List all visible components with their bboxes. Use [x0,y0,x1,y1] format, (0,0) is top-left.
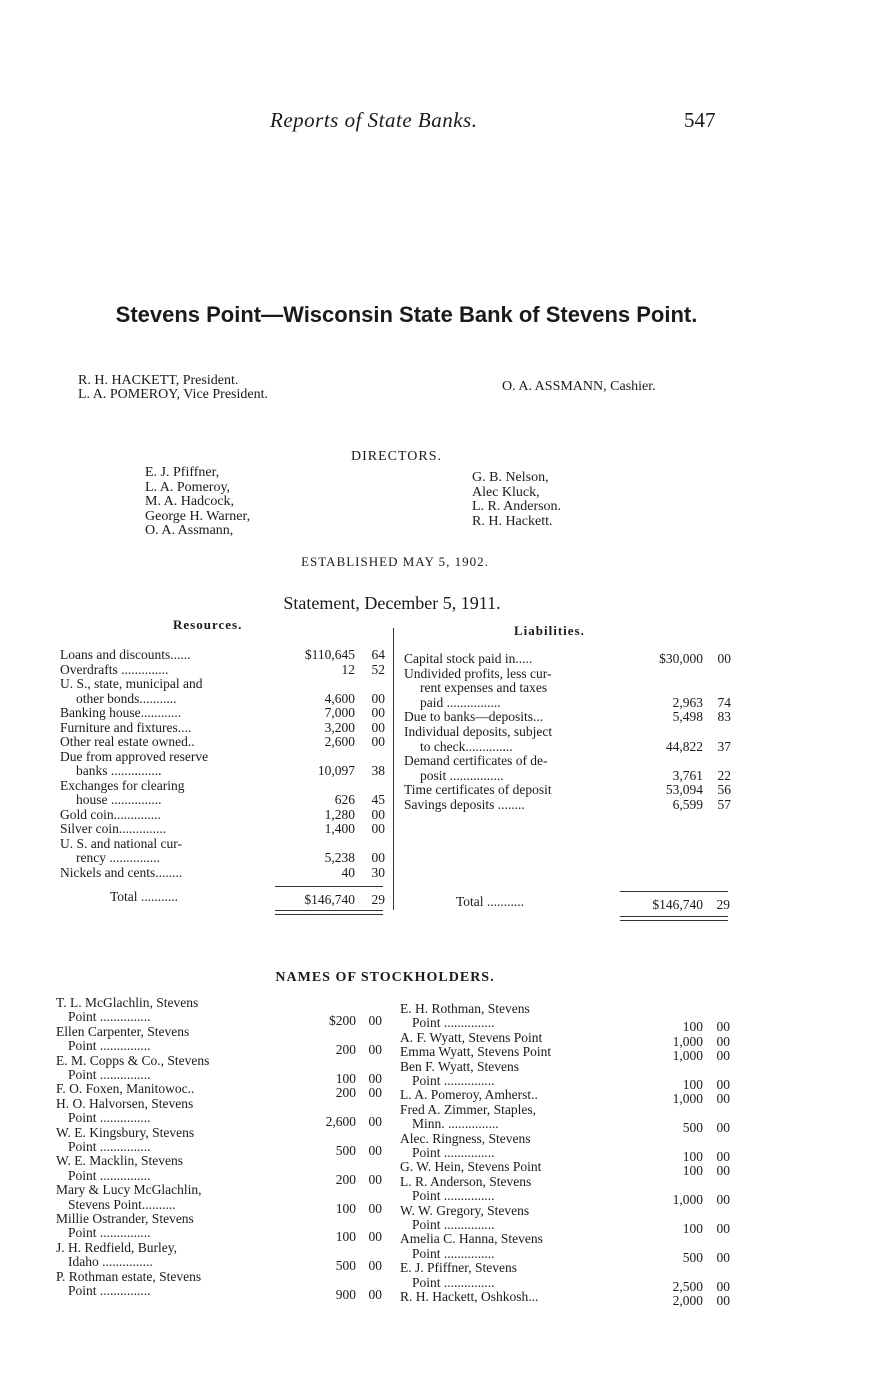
stockholder-name: W. W. Gregory, Stevens [400,1202,530,1218]
table-row-dollars: 3,761 [672,767,703,783]
stockholder-amount-cents: 00 [716,1249,730,1265]
table-row-label: Demand certificates of de- [404,753,548,769]
stockholder-name: E. H. Rothman, Stevens [400,1001,530,1016]
stockholder-amount-dollars: 100 [335,1229,356,1245]
table-row-label: other bonds........... [76,690,177,706]
table-row-label: rent expenses and taxes [420,680,548,696]
column-divider [393,628,394,910]
stockholder-amount-cents: 00 [716,1221,730,1236]
stockholder-amount-cents: 00 [368,1085,382,1101]
table-row-dollars: 10,097 [317,763,355,778]
stockholder-name: Point ............... [68,1009,151,1025]
table-row-cents: 00 [371,850,385,865]
stockholder-amount-dollars: 2,000 [672,1293,703,1308]
table-row-cents: 00 [371,705,385,720]
stockholder-name: Point ............... [412,1145,495,1160]
stockholder-amount-dollars: 500 [335,1143,356,1158]
stockholder-amount-dollars: 1,000 [672,1048,703,1064]
table-row-cents: 37 [717,738,731,754]
table-row-label: U. S. and national cur- [60,835,182,851]
resources-total-rule [275,886,383,887]
liabilities-total-dollars: $146,740 [652,897,703,912]
stockholder-name: Stevens Point.......... [68,1196,176,1212]
stockholder-name: F. O. Foxen, Manitowoc.. [56,1081,195,1097]
table-row-cents: 57 [717,797,731,812]
table-row-dollars: 1,280 [324,806,355,822]
stockholder-amount-dollars: 2,600 [325,1114,356,1130]
stockholder-amount-dollars: 100 [682,1149,703,1164]
resources-total-label: Total ........... [110,889,179,904]
table-row-label: Other real estate owned.. [60,734,195,749]
stockholder-name: Minn. ............... [412,1116,499,1132]
table-row-label: U. S., state, municipal and [60,676,203,691]
stockholder-name: Fred A. Zimmer, Staples, [400,1101,536,1117]
stockholder-amount-cents: 00 [716,1091,730,1107]
stockholder-name: Amelia C. Hanna, Stevens [400,1231,543,1247]
director-name: George H. Warner, [145,508,251,524]
stockholder-amount-dollars: 200 [335,1085,356,1101]
stockholder-amount-dollars: 100 [682,1221,703,1236]
stockholder-amount-cents: 00 [368,1042,382,1058]
running-title: Reports of State Banks. [270,108,478,132]
stockholder-name: Point ............... [412,1245,495,1261]
table-row-cents: 45 [371,792,385,807]
resources-double-rule-1 [275,910,383,911]
table-row-dollars: 4,600 [324,690,355,706]
resources-total-dollars: $146,740 [304,892,355,907]
stockholder-name: Point ............... [412,1274,495,1290]
stockholder-name: J. H. Redfield, Burley, [56,1239,177,1255]
stockholder-amount-cents: 00 [368,1013,382,1029]
table-row-label: Savings deposits ........ [404,797,525,812]
stockholder-name: Point ............... [68,1167,151,1183]
table-row-dollars: 5,238 [324,850,355,865]
stockholder-name: L. A. Pomeroy, Amherst.. [400,1087,538,1103]
page-number: 547 [684,108,716,132]
stockholder-name: Point ............... [412,1188,495,1204]
liabilities-total-cents: 29 [716,897,730,912]
table-row-dollars: 53,094 [665,782,703,798]
stockholder-amount-dollars: 100 [335,1071,356,1086]
stockholder-amount-cents: 00 [368,1114,382,1130]
stockholder-name: Ben F. Wyatt, Stevens [400,1058,519,1074]
stockholder-amount-cents: 00 [368,1171,382,1187]
statement-title: Statement, December 5, 1911. [283,593,501,613]
stockholder-name: W. E. Macklin, Stevens [56,1153,183,1169]
stockholder-amount-dollars: 200 [335,1042,356,1058]
stockholder-amount-cents: 00 [368,1200,382,1216]
table-row-label: paid ................ [420,694,501,710]
stockholder-amount-dollars: $200 [329,1013,356,1029]
table-row-cents: 00 [371,719,385,735]
stockholder-amount-cents: 00 [368,1287,382,1302]
director-name: L. A. Pomeroy, [145,479,231,495]
stockholder-amount-dollars: 100 [682,1163,703,1179]
director-name: M. A. Hadcock, [145,494,235,509]
stockholder-name: Point ............... [412,1015,495,1031]
stockholder-amount-dollars: 1,000 [672,1033,703,1049]
stockholder-amount-dollars: 500 [682,1249,703,1265]
table-row-cents: 00 [371,821,385,836]
table-row-label: rency ............... [76,850,160,865]
table-row-label: Furniture and fixtures.... [60,719,192,735]
table-row-cents: 22 [717,767,731,783]
table-row-label: Undivided profits, less cur- [404,665,552,681]
table-row-dollars: 5,498 [672,709,703,725]
table-row-label: Nickels and cents........ [60,864,183,880]
stockholder-name: Mary & Lucy McGlachlin, [56,1182,202,1198]
stockholder-amount-cents: 00 [716,1192,730,1208]
stockholder-amount-cents: 00 [716,1077,730,1092]
table-row-dollars: 7,000 [324,705,355,720]
table-row-dollars: $30,000 [659,651,703,666]
liabilities-total-label: Total ........... [456,894,525,909]
table-row-label: Silver coin.............. [60,821,167,836]
table-row-label: Overdrafts .............. [60,661,169,677]
liabilities-heading: Liabilities. [514,623,585,638]
stockholder-amount-cents: 00 [716,1293,730,1308]
table-row-label: Due to banks—deposits... [404,709,544,725]
stockholder-name: Millie Ostrander, Stevens [56,1211,194,1226]
stockholder-amount-cents: 00 [716,1120,730,1136]
liabilities-total-rule [620,891,728,892]
stockholder-name: Point ............... [68,1067,151,1082]
director-name: Alec Kluck, [472,484,540,500]
stockholder-amount-cents: 00 [716,1163,730,1179]
officer-vice-president: L. A. POMEROY, Vice President. [78,387,268,402]
table-row-label: Loans and discounts...... [60,647,191,662]
stockholder-amount-dollars: 500 [335,1258,356,1274]
table-row-label: to check.............. [420,738,513,754]
stockholder-name: Point ............... [68,1139,151,1154]
table-row-cents: 00 [371,806,385,822]
table-row-dollars: 2,600 [324,734,355,749]
table-row-dollars: 40 [341,864,355,880]
stockholder-name: Ellen Carpenter, Stevens [56,1023,190,1039]
stockholder-name: Point ............... [68,1038,151,1054]
stockholder-name: W. E. Kingsbury, Stevens [56,1124,195,1140]
stockholder-amount-dollars: 100 [335,1200,356,1216]
stockholder-name: Point ............... [412,1073,495,1088]
stockholder-amount-cents: 00 [368,1143,382,1158]
stockholder-amount-cents: 00 [368,1258,382,1274]
table-row-label: house ............... [76,792,162,807]
stockholder-name: H. O. Halvorsen, Stevens [56,1095,194,1111]
resources-heading: Resources. [173,617,243,632]
officer-cashier: O. A. ASSMANN, Cashier. [502,379,656,394]
stockholder-name: Emma Wyatt, Stevens Point [400,1044,552,1060]
stockholder-amount-dollars: 200 [335,1171,356,1187]
director-name: O. A. Assmann, [145,523,234,538]
table-row-label: Gold coin.............. [60,806,161,822]
stockholder-amount-dollars: 100 [682,1077,703,1092]
bank-title: Stevens Point—Wisconsin State Bank of Stevens Point. [115,302,698,327]
director-name: R. H. Hackett. [472,513,553,529]
director-name: G. B. Nelson, [472,470,549,485]
stockholder-amount-dollars: 900 [335,1287,356,1302]
table-row-dollars: 12 [341,661,355,677]
table-row-cents: 00 [371,734,385,749]
stockholder-amount-dollars: 2,500 [672,1278,703,1294]
table-row-label: Due from approved reserve [60,748,209,764]
table-row-dollars: 3,200 [324,719,355,735]
stockholder-name: R. H. Hackett, Oshkosh... [400,1289,539,1304]
table-row-cents: 56 [717,782,731,798]
stockholder-name: Point ............... [68,1283,151,1298]
table-row-label: Individual deposits, subject [404,724,553,739]
stockholder-amount-cents: 00 [368,1229,382,1245]
stockholder-amount-dollars: 1,000 [672,1091,703,1107]
table-row-dollars: 1,400 [324,821,355,836]
stockholder-amount-cents: 00 [716,1033,730,1049]
resources-double-rule-2 [275,914,383,915]
table-row-dollars: 2,963 [672,694,703,710]
directors-heading: DIRECTORS. [350,449,443,464]
officer-president: R. H. HACKETT, President. [78,373,239,388]
stockholder-name: A. F. Wyatt, Stevens Point [400,1029,543,1045]
stockholder-name: Point ............... [68,1110,151,1126]
stockholder-name: L. R. Anderson, Stevens [400,1173,532,1189]
stockholder-amount-cents: 00 [716,1149,730,1164]
stockholder-amount-cents: 00 [716,1278,730,1294]
stockholder-amount-cents: 00 [368,1071,382,1086]
stockholder-name: E. M. Copps & Co., Stevens [56,1052,210,1068]
table-row-cents: 52 [371,661,385,677]
stockholder-amount-cents: 00 [716,1019,730,1035]
stockholders-heading: NAMES OF STOCKHOLDERS. [275,970,495,985]
stockholder-name: Point ............... [68,1225,151,1241]
stockholder-name: Alec. Ringness, Stevens [400,1130,531,1146]
stockholder-name: E. J. Pfiffner, Stevens [400,1260,517,1276]
table-row-label: Capital stock paid in..... [404,651,533,666]
resources-total-cents: 29 [371,892,385,907]
stockholder-name: T. L. McGlachlin, Stevens [56,995,199,1010]
table-row-label: posit ................ [420,767,504,783]
table-row-label: Exchanges for clearing [60,777,185,793]
table-row-dollars: 626 [334,792,355,807]
table-row-dollars: 6,599 [672,797,703,812]
table-row-cents: 83 [717,709,731,725]
table-row-dollars: 44,822 [665,738,703,754]
table-row-label: Banking house............ [60,705,182,720]
table-row-cents: 38 [371,763,385,778]
liabilities-double-rule-1 [620,916,728,917]
table-row-label: Time certificates of deposit [404,782,552,798]
stockholder-amount-dollars: 100 [682,1019,703,1035]
liabilities-double-rule-2 [620,920,728,921]
table-row-dollars: $110,645 [304,647,355,662]
table-row-cents: 30 [371,864,385,880]
director-name: L. R. Anderson. [472,499,562,514]
stockholder-name: Idaho ............... [68,1254,153,1270]
stockholder-name: Point ............... [412,1217,495,1232]
stockholder-name: G. W. Hein, Stevens Point [400,1159,542,1175]
table-row-cents: 00 [717,651,731,666]
stockholder-amount-cents: 00 [716,1048,730,1064]
table-row-label: banks ............... [76,763,162,778]
stockholder-name: P. Rothman estate, Stevens [56,1268,202,1284]
table-row-cents: 00 [371,690,385,706]
stockholder-amount-dollars: 1,000 [672,1192,703,1208]
table-row-cents: 64 [371,647,385,662]
director-name: E. J. Pfiffner, [145,465,220,480]
table-row-cents: 74 [717,694,731,710]
established-date: ESTABLISHED MAY 5, 1902. [301,554,489,569]
stockholder-amount-dollars: 500 [682,1120,703,1136]
